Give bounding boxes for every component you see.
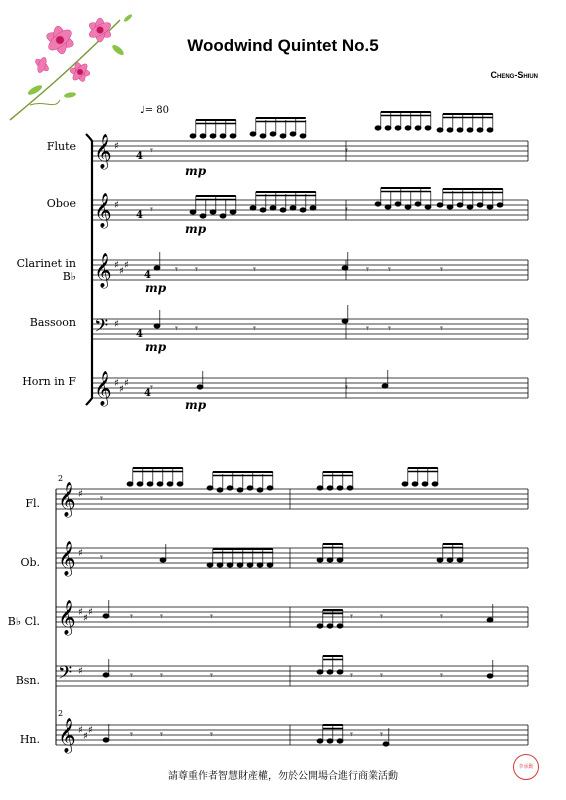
note-head (247, 563, 253, 567)
copyright-footer: 請尊重作者智慧財產權，勿於公開場合進行商業活動 (168, 771, 398, 782)
note-head (230, 134, 236, 138)
sharp-icon: ♯ (88, 725, 93, 736)
note-head (342, 319, 348, 323)
note-head (337, 739, 343, 743)
note-head (327, 670, 333, 674)
note-head (432, 482, 438, 486)
sharp-icon: ♯ (119, 266, 124, 277)
instrument-label-flute: Flute (46, 140, 76, 153)
rest-icon: 𝄾 (366, 322, 369, 335)
note-head (405, 205, 411, 209)
instrument-label-hn: Hn. (19, 733, 40, 746)
note-head (467, 205, 473, 209)
sharp-icon: ♯ (119, 384, 124, 395)
note-head (317, 624, 323, 628)
treble-clef-icon: 𝄞 (94, 193, 112, 228)
note-head (237, 563, 243, 567)
rest-icon: 𝄾 (350, 728, 353, 741)
note-head (220, 134, 226, 138)
note-head (270, 206, 276, 210)
note-head (337, 486, 343, 490)
instrument-label-bsn: Bsn. (15, 674, 40, 687)
note-head (260, 208, 266, 212)
note-head (317, 739, 323, 743)
measure-number-horn: 2 (58, 709, 64, 718)
note-head (415, 126, 421, 130)
note-head (190, 210, 196, 214)
rest-icon: 𝄾 (345, 144, 348, 157)
rest-icon: 𝄾 (150, 381, 153, 394)
note-head (210, 134, 216, 138)
note-head (280, 134, 286, 138)
note-head (207, 486, 213, 490)
rest-icon: 𝄾 (150, 144, 153, 157)
note-head (337, 558, 343, 562)
note-head (347, 486, 353, 490)
note-head (270, 132, 276, 136)
rest-icon: 𝄾 (253, 263, 256, 276)
sharp-icon: ♯ (88, 607, 93, 618)
sharp-icon: ♯ (83, 613, 88, 624)
note-head (487, 674, 493, 678)
note-head (447, 128, 453, 132)
note-head (395, 202, 401, 206)
rest-icon: 𝄾 (210, 610, 213, 623)
treble-clef-icon: 𝄞 (58, 541, 76, 576)
note-head (327, 624, 333, 628)
composer-name: Cheng-Shiun (490, 70, 538, 80)
note-head (220, 214, 226, 218)
note-head (385, 205, 391, 209)
note-head (267, 486, 273, 490)
note-head (207, 563, 213, 567)
note-head (227, 563, 233, 567)
rest-icon: 𝄾 (380, 610, 383, 623)
time-signature: 4 (136, 210, 143, 221)
rest-icon: 𝄾 (210, 728, 213, 741)
sharp-icon: ♯ (83, 731, 88, 742)
note-head (487, 618, 493, 622)
instrument-label-horn: Horn in F (22, 375, 76, 388)
rest-icon: 𝄾 (210, 669, 213, 682)
sharp-icon: ♯ (124, 260, 129, 271)
note-head (280, 208, 286, 212)
note-head (415, 202, 421, 206)
dynamic-flute: mp (185, 164, 207, 178)
rest-icon: 𝄾 (350, 669, 353, 682)
note-head (257, 563, 263, 567)
treble-clef-icon: 𝄞 (94, 253, 112, 288)
note-head (317, 558, 323, 562)
note-head (437, 558, 443, 562)
rest-icon: 𝄾 (100, 492, 103, 505)
time-signature: 4 (144, 388, 151, 399)
note-head (103, 614, 109, 618)
note-head (342, 266, 348, 270)
note-head (337, 670, 343, 674)
rest-icon: 𝄾 (388, 263, 391, 276)
note-head (267, 563, 273, 567)
note-head (154, 324, 160, 328)
rest-icon: 𝄾 (175, 322, 178, 335)
note-head (375, 202, 381, 206)
sharp-icon: ♯ (78, 548, 83, 559)
note-head (385, 126, 391, 130)
note-head (487, 205, 493, 209)
rest-icon: 𝄾 (380, 728, 383, 741)
note-head (317, 486, 323, 490)
note-head (257, 488, 263, 492)
note-head (447, 205, 453, 209)
note-head (177, 482, 183, 486)
note-head (425, 205, 431, 209)
note-head (147, 482, 153, 486)
dynamic-horn: mp (185, 398, 207, 412)
rest-icon: 𝄾 (253, 322, 256, 335)
note-head (337, 624, 343, 628)
note-head (300, 208, 306, 212)
note-head (375, 126, 381, 130)
instrument-label-oboe: Oboe (46, 197, 76, 210)
note-head (395, 126, 401, 130)
note-head (467, 128, 473, 132)
note-head (477, 203, 483, 207)
note-head (217, 563, 223, 567)
note-head (310, 206, 316, 210)
note-head (260, 134, 266, 138)
sharp-icon: ♯ (114, 378, 119, 389)
note-head (103, 673, 109, 677)
time-signature: 4 (144, 270, 151, 281)
rest-icon: 𝄾 (350, 610, 353, 623)
note-head (317, 670, 323, 674)
note-head (327, 486, 333, 490)
rest-icon: 𝄾 (440, 669, 443, 682)
rest-icon: 𝄾 (440, 610, 443, 623)
sharp-icon: ♯ (78, 489, 83, 500)
note-head (197, 385, 203, 389)
dynamic-clarinet: mp (145, 281, 167, 295)
rest-icon: 𝄾 (100, 551, 103, 564)
rest-icon: 𝄾 (130, 728, 133, 741)
time-signature: 4 (136, 329, 143, 340)
dynamic-bassoon: mp (145, 340, 167, 354)
note-head (437, 128, 443, 132)
note-head (477, 128, 483, 132)
system-brace (86, 134, 92, 405)
note-head (497, 203, 503, 207)
rest-icon: 𝄾 (175, 263, 178, 276)
note-head (227, 486, 233, 490)
author-seal: 李承勳 (513, 754, 539, 780)
rest-icon: 𝄾 (388, 322, 391, 335)
note-head (247, 486, 253, 490)
sharp-icon: ♯ (124, 378, 129, 389)
treble-clef-icon: 𝄞 (94, 371, 112, 406)
instrument-label-clarinet: Clarinet in B♭ (16, 257, 76, 283)
note-head (383, 742, 389, 746)
bass-clef-icon: 𝄢 (58, 663, 73, 688)
note-head (250, 206, 256, 210)
rest-icon: 𝄾 (130, 610, 133, 623)
note-head (425, 126, 431, 130)
rest-icon: 𝄾 (380, 669, 383, 682)
dynamic-oboe: mp (185, 222, 207, 236)
note-head (237, 488, 243, 492)
instrument-label-bassoon: Bassoon (29, 316, 76, 329)
treble-clef-icon: 𝄞 (94, 134, 112, 169)
note-head (103, 738, 109, 742)
note-head (487, 128, 493, 132)
note-head (160, 558, 166, 562)
time-signature: 4 (136, 151, 143, 162)
note-head (154, 266, 160, 270)
rest-icon: 𝄾 (345, 381, 348, 394)
sharp-icon: ♯ (78, 725, 83, 736)
instrument-label-fl: Fl. (25, 497, 40, 510)
note-head (200, 134, 206, 138)
note-head (457, 128, 463, 132)
sharp-icon: ♯ (114, 200, 119, 211)
note-head (157, 482, 163, 486)
rest-icon: 𝄾 (150, 203, 153, 216)
note-head (190, 134, 196, 138)
note-head (447, 558, 453, 562)
note-head (405, 126, 411, 130)
note-head (327, 558, 333, 562)
note-head (200, 214, 206, 218)
measure-number: 2 (58, 474, 64, 483)
note-head (290, 132, 296, 136)
note-head (217, 488, 223, 492)
rest-icon: 𝄾 (440, 263, 443, 276)
note-head (412, 482, 418, 486)
sharp-icon: ♯ (78, 607, 83, 618)
rest-icon: 𝄾 (345, 203, 348, 216)
note-head (210, 210, 216, 214)
note-head (422, 482, 428, 486)
sharp-icon: ♯ (114, 141, 119, 152)
note-head (127, 482, 133, 486)
instrument-label-bcl: B♭ Cl. (7, 615, 40, 628)
treble-clef-icon: 𝄞 (58, 482, 76, 517)
note-head (402, 482, 408, 486)
sharp-icon: ♯ (78, 666, 83, 677)
sharp-icon: ♯ (114, 260, 119, 271)
rest-icon: 𝄾 (130, 669, 133, 682)
rest-icon: 𝄾 (195, 263, 198, 276)
note-head (437, 203, 443, 207)
note-head (327, 739, 333, 743)
rest-icon: 𝄾 (440, 322, 443, 335)
score-title: Woodwind Quintet No.5 (187, 36, 379, 55)
note-head (382, 384, 388, 388)
note-head (457, 203, 463, 207)
treble-clef-icon: 𝄞 (58, 600, 76, 635)
note-head (290, 206, 296, 210)
treble-clef-icon: 𝄞 (58, 718, 76, 753)
rest-icon: 𝄾 (160, 610, 163, 623)
sharp-icon: ♯ (114, 319, 119, 330)
rest-icon: 𝄾 (160, 728, 163, 741)
rest-icon: 𝄾 (366, 263, 369, 276)
instrument-label-ob: Ob. (20, 556, 40, 569)
note-head (457, 558, 463, 562)
note-head (230, 210, 236, 214)
rest-icon: 𝄾 (195, 322, 198, 335)
note-head (137, 482, 143, 486)
bass-clef-icon: 𝄢 (94, 316, 109, 341)
note-head (167, 482, 173, 486)
note-head (250, 132, 256, 136)
rest-icon: 𝄾 (160, 669, 163, 682)
tempo-marking: ♩= 80 (140, 105, 169, 116)
note-head (300, 134, 306, 138)
